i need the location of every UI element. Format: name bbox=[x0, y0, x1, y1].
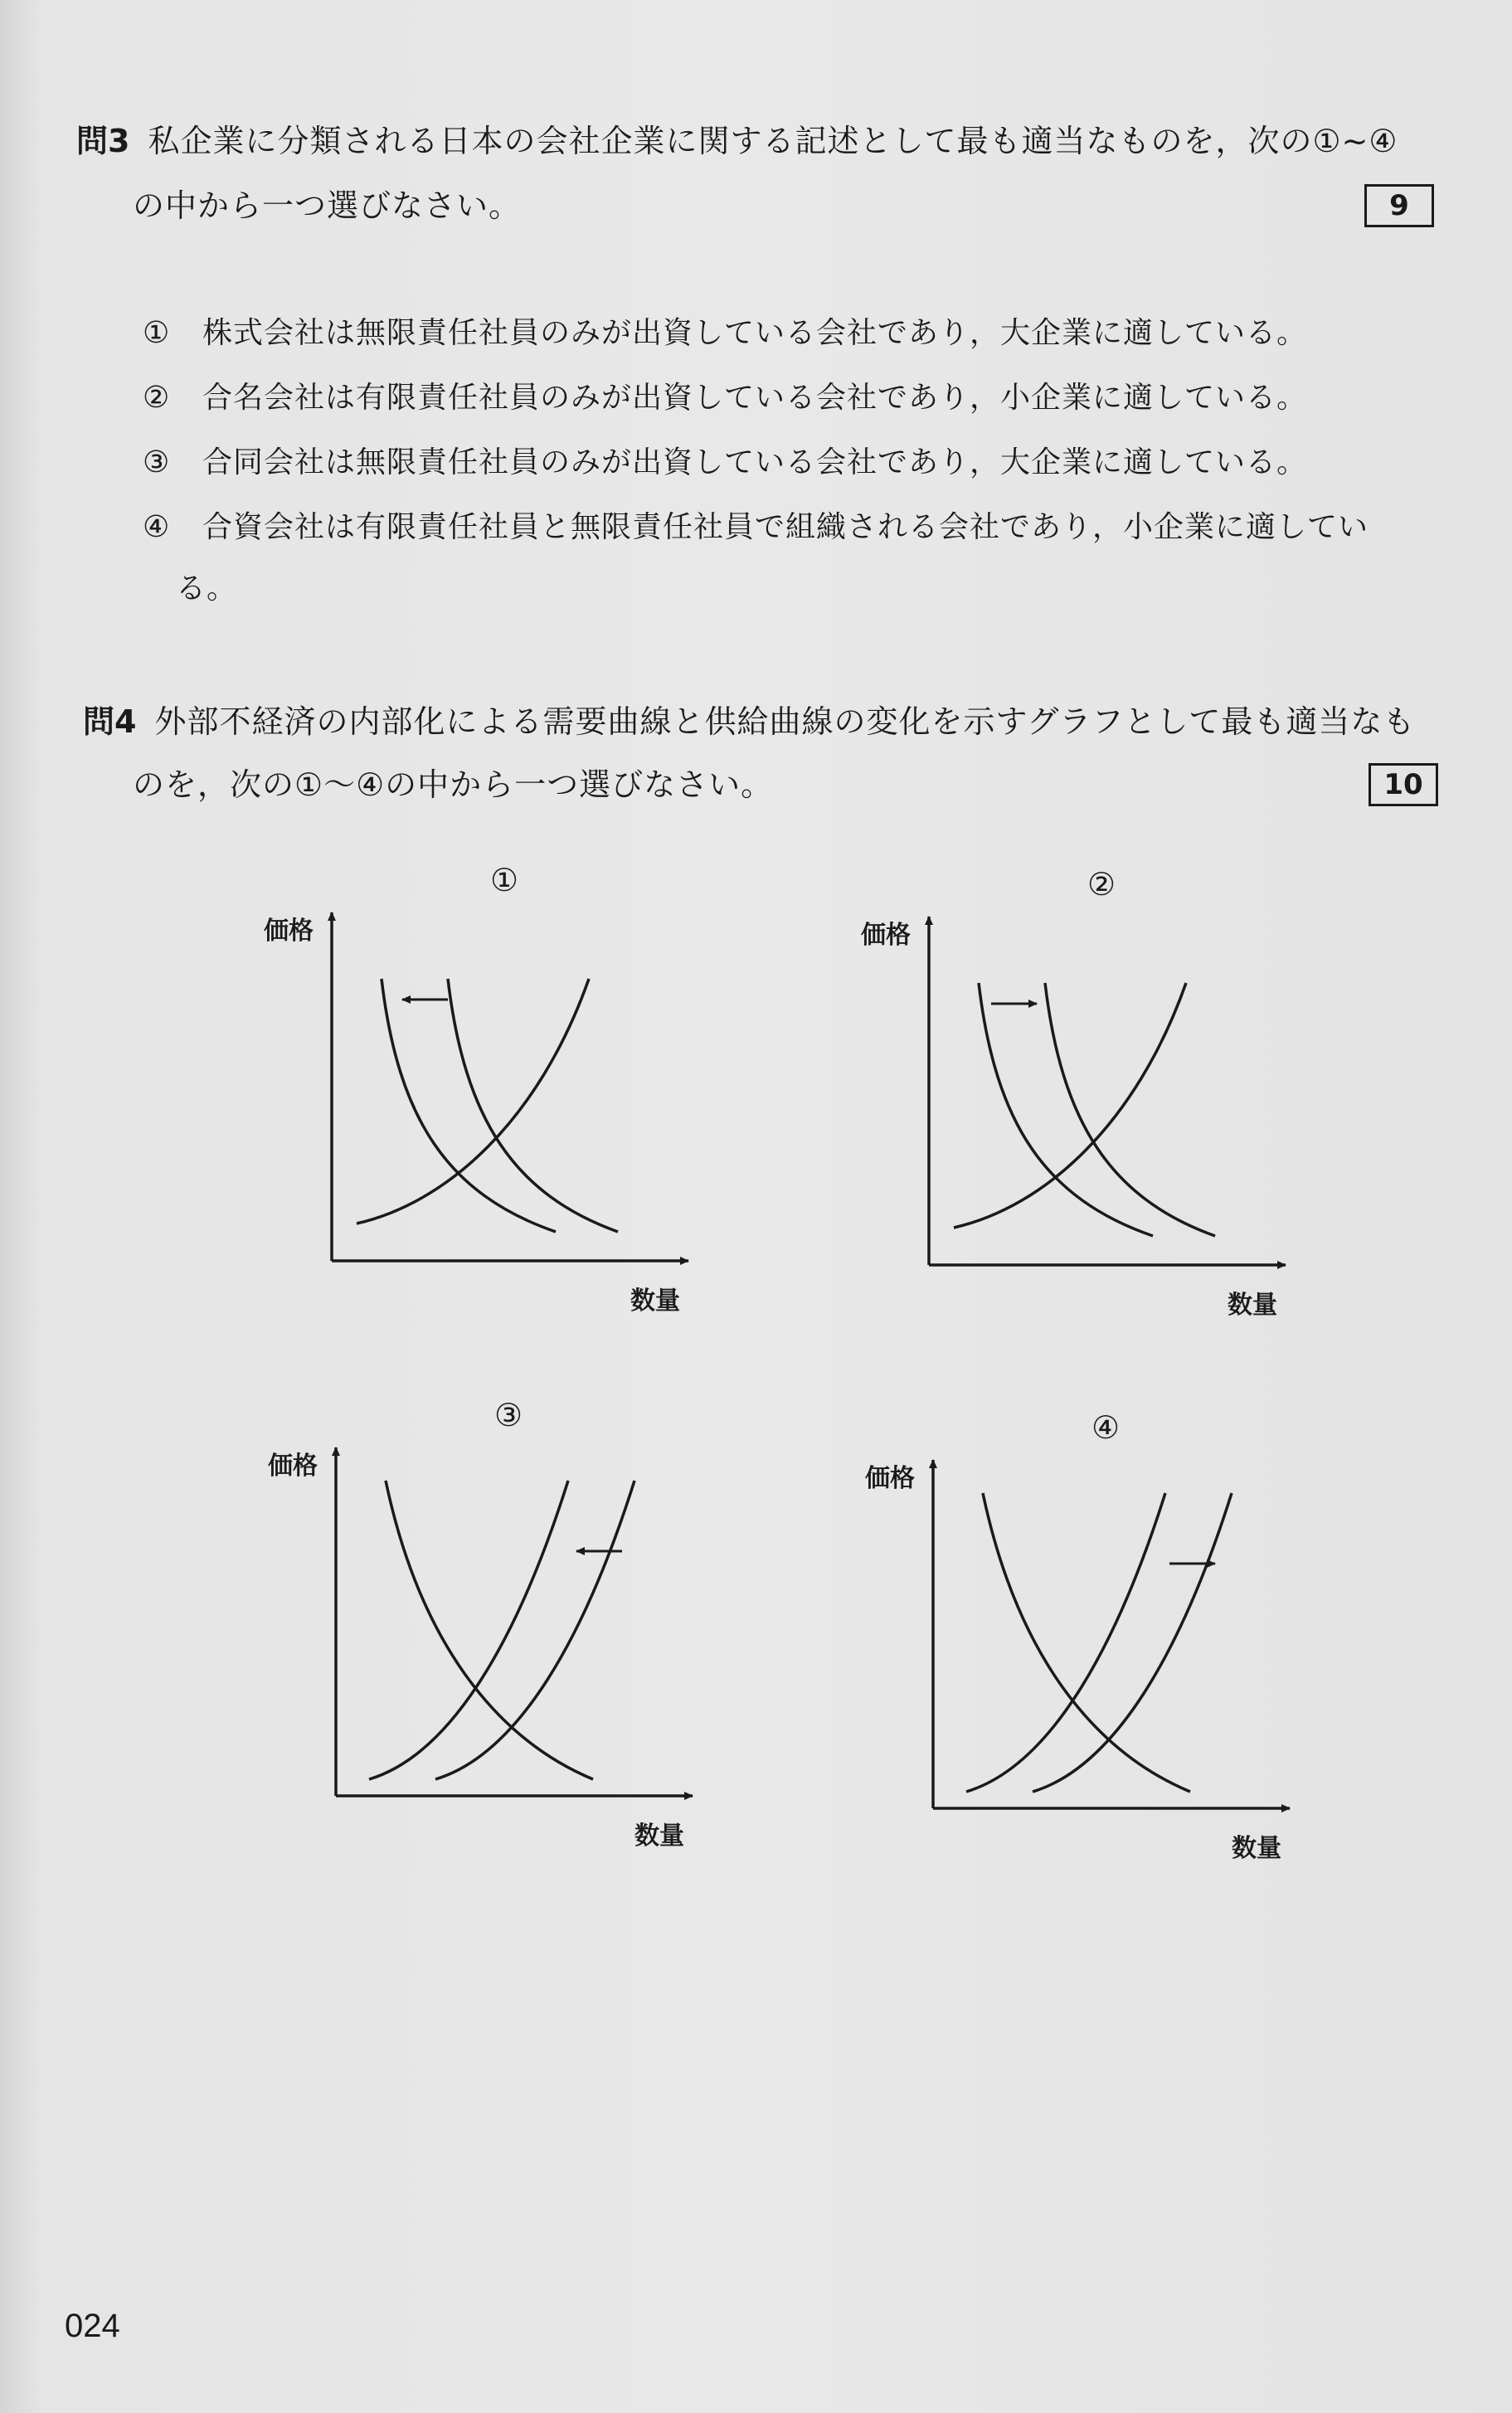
q3-option-1-text: 株式会社は無限責任社員のみが出資している会社であり，大企業に適している。 bbox=[202, 316, 1308, 350]
graph-1-demand-curve-2 bbox=[448, 979, 618, 1232]
graph-4-supply-curve-1 bbox=[966, 1493, 1165, 1792]
graph-3-svg bbox=[245, 1389, 709, 1854]
graph-4-y-label: 価格 bbox=[865, 1464, 915, 1493]
q3-line1 bbox=[76, 121, 1398, 161]
graph-1 bbox=[241, 854, 705, 1319]
q3-option-2-text: 合名会社は有限責任社員のみが出資している会社であり，小企業に適している。 bbox=[202, 381, 1308, 415]
q3-option-3-mark: ③ bbox=[143, 445, 171, 479]
graph-1-svg bbox=[241, 854, 705, 1319]
q3-option-4-continuation: る。 bbox=[176, 572, 238, 606]
q3-option-2 bbox=[143, 380, 1307, 416]
q3-answer-box: 9 bbox=[1364, 184, 1434, 227]
graph-4-svg bbox=[842, 1402, 1306, 1866]
graph-2-svg bbox=[838, 859, 1302, 1323]
graph-4-x-label: 数量 bbox=[1232, 1834, 1281, 1863]
graph-2 bbox=[838, 859, 1302, 1323]
graph-1-y-label: 価格 bbox=[264, 917, 314, 946]
q4-number: 問4 bbox=[83, 703, 137, 740]
graph-4 bbox=[842, 1402, 1306, 1866]
q4-answer-box: 10 bbox=[1369, 763, 1438, 806]
graph-2-number: ② bbox=[1087, 866, 1116, 902]
graph-3 bbox=[245, 1389, 709, 1854]
graph-4-supply-curve-2 bbox=[1033, 1493, 1232, 1792]
q3-option-4-text: 合資会社は有限責任社員と無限責任社員で組織される会社であり，小企業に適してい bbox=[202, 510, 1369, 544]
q3-option-4-mark: ④ bbox=[143, 510, 171, 544]
q4-text-line2: のを，次の①～④の中から一つ選びなさい。 bbox=[133, 766, 774, 803]
graph-3-number: ③ bbox=[493, 1397, 523, 1433]
graph-1-demand-curve-1 bbox=[382, 979, 556, 1232]
graph-2-y-label: 価格 bbox=[861, 921, 911, 950]
graph-2-demand-curve-2 bbox=[1045, 983, 1215, 1236]
q3-option-3-text: 合同会社は無限責任社員のみが出資している会社であり，大企業に適している。 bbox=[202, 445, 1308, 479]
q3-text-line1: 私企業に分類される日本の会社企業に関する記述として最も適当なものを，次の①~④ bbox=[148, 123, 1398, 159]
q4-text-line1: 外部不経済の内部化による需要曲線と供給曲線の変化を示すグラフとして最も適当なも bbox=[154, 703, 1416, 740]
page-number: 024 bbox=[65, 2308, 120, 2344]
q3-option-4 bbox=[143, 509, 1369, 546]
graph-1-x-label: 数量 bbox=[630, 1287, 680, 1316]
q3-option-2-mark: ② bbox=[143, 381, 171, 415]
graph-4-demand-curve bbox=[983, 1493, 1190, 1792]
graph-3-x-label: 数量 bbox=[634, 1822, 684, 1851]
graph-2-demand-curve-1 bbox=[979, 983, 1153, 1236]
q3-option-1 bbox=[143, 315, 1307, 352]
q3-option-1-mark: ① bbox=[143, 316, 171, 350]
graph-3-supply-curve-2 bbox=[435, 1481, 634, 1779]
q3-text-line2: の中から一つ選びなさい。 bbox=[133, 187, 522, 224]
q3-option-3 bbox=[143, 445, 1307, 481]
graph-4-number: ④ bbox=[1091, 1409, 1121, 1446]
graph-3-y-label: 価格 bbox=[268, 1452, 318, 1481]
graph-3-supply-curve-1 bbox=[369, 1481, 568, 1779]
graph-3-demand-curve bbox=[386, 1481, 593, 1779]
q3-number: 問3 bbox=[76, 123, 130, 159]
q4-line1 bbox=[83, 702, 1415, 742]
graph-1-number: ① bbox=[489, 862, 519, 898]
graph-2-x-label: 数量 bbox=[1228, 1291, 1277, 1320]
